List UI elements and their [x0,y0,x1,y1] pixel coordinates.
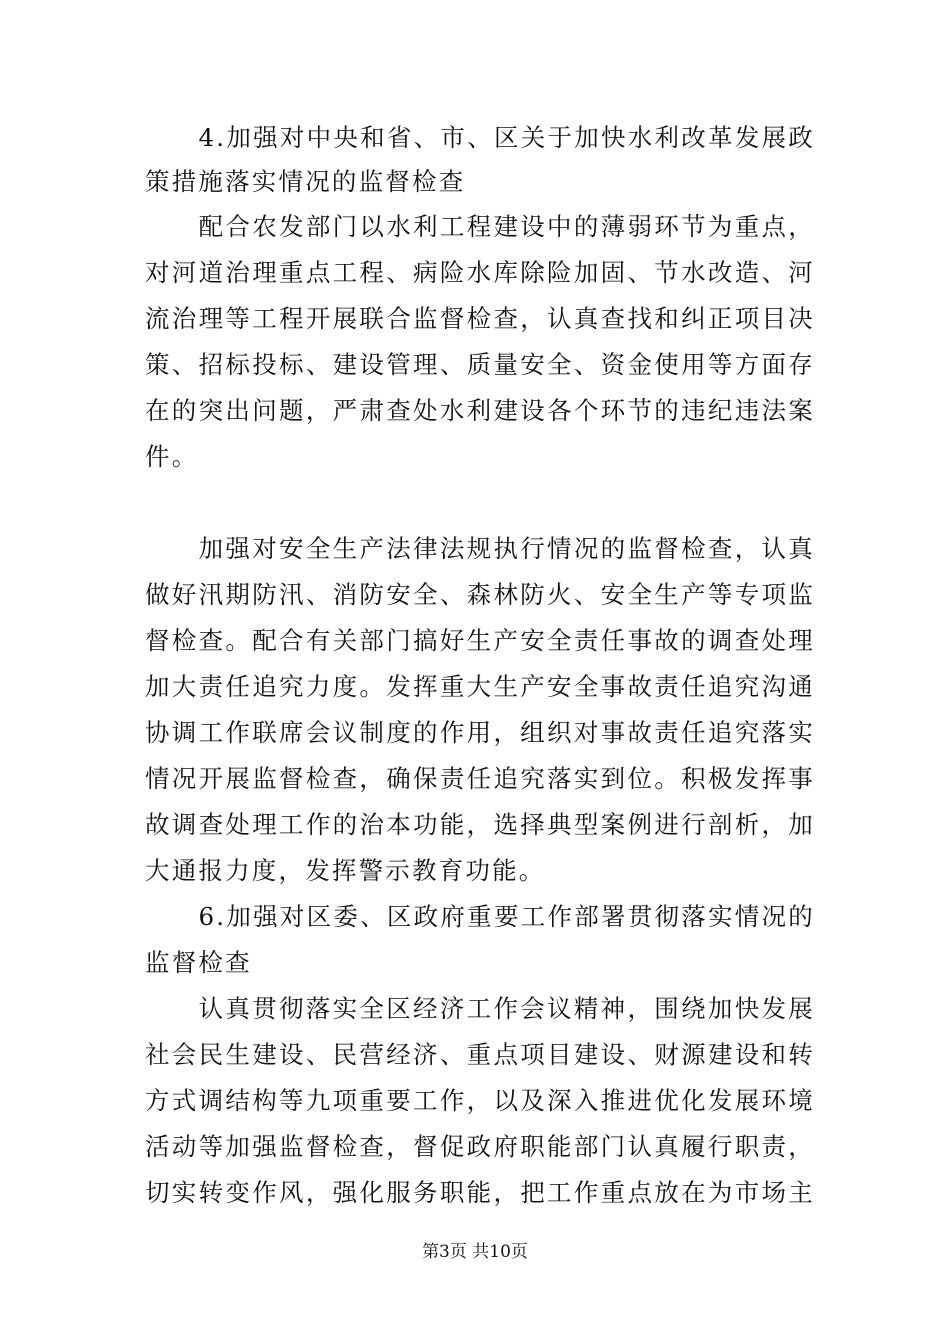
paragraph-line: 情况开展监督检查，确保责任追究落实到位。积极发挥事 [145,764,815,793]
paragraph-line: 加强对安全生产法律法规执行情况的监督检查，认真 [145,534,815,563]
paragraph-line: 加大责任追究力度。发挥重大生产安全事故责任追究沟通 [145,672,815,701]
heading-4-line-2: 策措施落实情况的监督检查 [145,167,466,196]
paragraph-line: 配合农发部门以水利工程建设中的薄弱环节为重点， [145,212,815,241]
paragraph-line: 认真贯彻落实全区经济工作会议精神，围绕加快发展 [145,994,815,1023]
paragraph-line: 流治理等工程开展联合监督检查，认真查找和纠正项目决 [145,304,815,333]
paragraph-line: 策、招标投标、建设管理、质量安全、资金使用等方面存 [145,350,815,379]
page-number-footer: 第3页 共10页 [422,1242,528,1262]
paragraph-line: 方式调结构等九项重要工作，以及深入推进优化发展环境 [145,1086,815,1115]
heading-6-line-1: 6.加强对区委、区政府重要工作部署贯彻落实情况的 [145,902,815,931]
paragraph-line: 故调查处理工作的治本功能，选择典型案例进行剖析，加 [145,810,815,839]
paragraph-line: 件。 [145,442,199,471]
heading-4-line-1: 4.加强对中央和省、市、区关于加快水利改革发展政 [145,123,815,152]
paragraph-line: 活动等加强监督检查，督促政府职能部门认真履行职责， [145,1132,815,1161]
paragraph-line: 切实转变作风，强化服务职能，把工作重点放在为市场主 [145,1178,815,1207]
heading-6-line-2: 监督检查 [145,948,252,977]
paragraph-line: 做好汛期防汛、消防安全、森林防火、安全生产等专项监 [145,580,815,609]
paragraph-line: 督检查。配合有关部门搞好生产安全责任事故的调查处理 [145,626,815,655]
paragraph-line: 大通报力度，发挥警示教育功能。 [145,856,546,885]
paragraph-line: 协调工作联席会议制度的作用，组织对事故责任追究落实 [145,718,815,747]
paragraph-line: 在的突出问题，严肃查处水利建设各个环节的违纪违法案 [145,396,815,425]
paragraph-line: 社会民生建设、民营经济、重点项目建设、财源建设和转 [145,1040,815,1069]
paragraph-line: 对河道治理重点工程、病险水库除险加固、节水改造、河 [145,258,815,287]
